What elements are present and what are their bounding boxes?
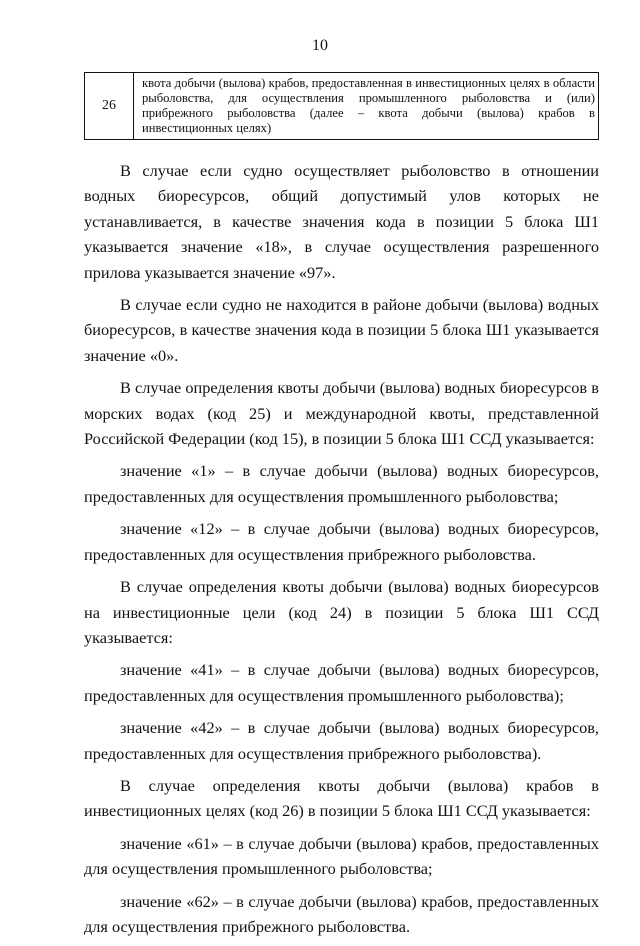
page-number: 10 — [312, 37, 328, 54]
code-cell: 26 — [85, 73, 134, 140]
table-row — [85, 73, 599, 140]
paragraph: значение «12» – в случае добычи (вылова) водных биоресурсов, предоставленных для осуществления прибрежного рыболовства. — [84, 519, 599, 564]
document-body — [84, 158, 599, 946]
paragraph: значение «61» – в случае добычи (вылова) крабов, предоставленных для осуществления промышленного рыболовства; — [84, 833, 599, 879]
paragraph: значение «41» – в случае добычи (вылова) водных биоресурсов, предоставленных для осуществления промышленного рыболовства); — [84, 660, 599, 705]
paragraph: В случае определения квоты добычи (вылова) водных биоресурсов в морских водах (код 25) и международной квоты, представленной Российской Федерации (код 15), в позиции 5 блока Ш1 ССД указывается: — [84, 378, 599, 449]
paragraph: В случае если судно осуществляет рыболовство в отношении водных биоресурсов, общий допустимый улов которых не устанавливается, в качестве значения кода в позиции 5 блока Ш1 указывается значение «18», в случае осуществления разрешенного прилова указывается значение «97». — [84, 161, 599, 282]
paragraph: В случае определения квоты добычи (вылова) крабов в инвестиционных целях (код 26) в позиции 5 блока Ш1 ССД указывается: — [84, 775, 599, 821]
paragraph: В случае определения квоты добычи (вылова) водных биоресурсов на инвестиционные цели (код 24) в позиции 5 блока Ш1 ССД указывается: — [84, 577, 599, 647]
paragraph: значение «62» – в случае добычи (вылова) крабов, предоставленных для осуществления прибрежного рыболовства. — [84, 891, 599, 936]
paragraph: значение «42» – в случае добычи (вылова) водных биоресурсов, предоставленных для осуществления прибрежного рыболовства). — [84, 718, 599, 763]
description-cell: квота добычи (вылова) крабов, предоставленная в инвестиционных целях в области рыболовства, для осуществления промышленного рыболовства и (или) прибрежного рыболовства (далее – квота добычи (вылова) крабов в инвестиционных целях) — [134, 73, 599, 140]
paragraph: значение «1» – в случае добычи (вылова) водных биоресурсов, предоставленных для осуществления промышленного рыболовства; — [84, 461, 599, 506]
quota-code-table — [84, 72, 599, 140]
paragraph: В случае если судно не находится в районе добычи (вылова) водных биоресурсов, в качестве значения кода в позиции 5 блока Ш1 указывается значение «0». — [84, 295, 599, 365]
